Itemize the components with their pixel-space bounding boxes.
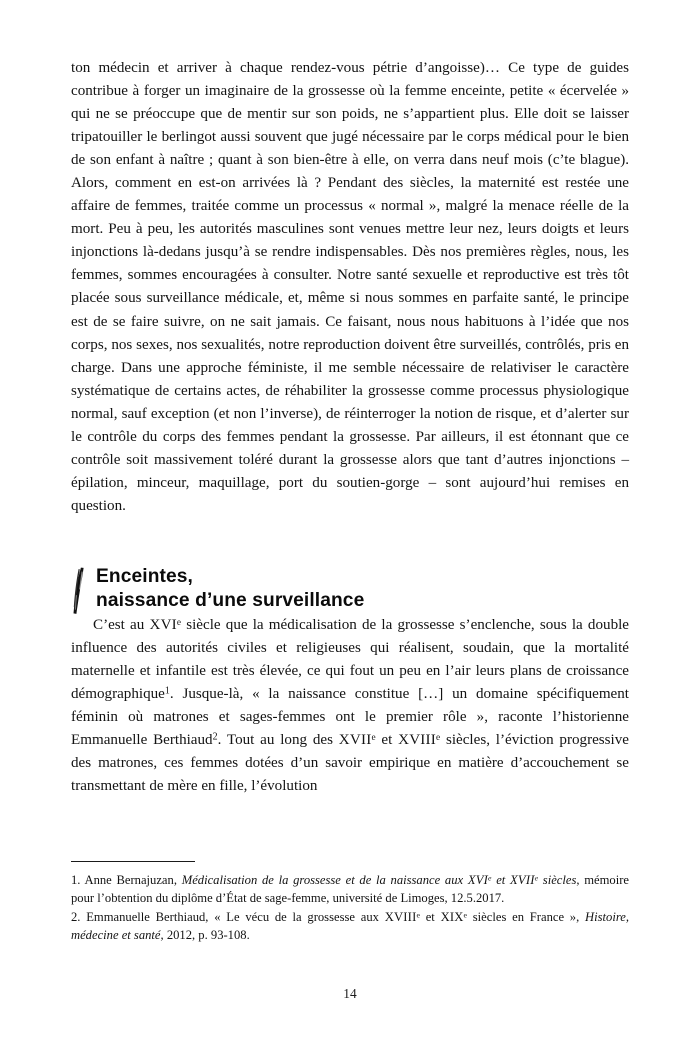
roman-numeral-17: XVII (338, 731, 372, 748)
text-segment: siècles (538, 873, 577, 887)
ordinal-suffix: e (371, 733, 376, 744)
footnote-title: Médicalisation de la grossesse et de la naissance aux (181, 873, 468, 887)
section-heading-block (71, 565, 629, 614)
roman-numeral-16: XVI (149, 616, 177, 633)
body-paragraph: ton médecin et arriver à chaque rendez-vous pétrie d’angoisse)… Ce type de guides contribue à forger un imaginaire de la grossesse où la femme enceinte, petite « écervelée » qui ne se préoccupe que de mentir sur son poids, ne s’appartient plus. Elle doit se laisser tripatouiller le berlingot aussi souvent que jugé nécessaire par le corps médical pour le bien de son enfant à naître ; quant à son bien-être à elle, on verra dans neuf mois (c’te blague). Alors, comment en est-on arrivées là ? Pendant des siècles, la maternité est restée une affaire de femmes, traitée comme un processus « normal », malgré la menace réelle de la mort. Peu à peu, les autorités masculines sont venues mettre leur nez, leurs doigts et leurs injonctions là-dedans jusqu’à se rendre indispensables. Dès nos premières règles, nous, les femmes, sommes encouragées à consulter. Notre santé sexuelle et reproductive est très tôt placée sous surveillance médicale, et, même si nous sommes en parfaite santé, le principe est de se faire suivre, on ne sait jamais. Ce faisant, nous nous habituons à l’idée que nos corps, nos sexes, nos sexualités, notre reproduction doivent être surveillés, contrôlés, pris en charge. Dans une approche féministe, il me semble nécessaire de relativiser le caractère systématique de certains actes, de réhabiliter la grossesse comme processus physiologique normal, sauf exception (et non l’inverse), de réinterroger la notion de risque, et d’alerter sur le contrôle du corps des femmes pendant la grossesse. Par ailleurs, il est étonnant que ce contrôle soit massivement toléré durant la grossesse alors que tant d’autres injonctions – épilation, minceur, maquillage, port du soutien-gorge – sont aujourd’hui remises en question. (71, 60, 629, 514)
ordinal-suffix: e (176, 617, 182, 628)
ordinal-suffix: e (436, 733, 441, 744)
text-segment: . Tout au long des (217, 731, 339, 748)
text-segment: et (491, 873, 511, 887)
footnote-separator-rule (71, 861, 195, 862)
text-segment: et (375, 731, 399, 748)
section-title-line-1: Enceintes, (96, 565, 193, 587)
text-segment: siècle que la médicalisation de la grossesse s’enclenche, sous la double influence des autorités civiles et religieuses qui réalisent, soudain, que la mortalité maternelle et infantile est très élevée, ce qui fout un peu en l’air leurs plans de croissance démographique (71, 616, 630, 702)
roman-numeral-19: XIX (440, 909, 464, 924)
footnote-item-1 (71, 871, 629, 908)
page-number: 14 (343, 986, 357, 1001)
footnote-author: Emmanuelle Berthiaud, « Le vécu de la grossesse aux (86, 909, 385, 924)
footnote-citation: 2012, p. 93-108. (163, 927, 250, 942)
roman-numeral-18: XVIII (384, 909, 417, 924)
section-title-line-2: naissance d’une surveillance (96, 590, 365, 612)
roman-numeral-17: XVII (510, 873, 535, 887)
roman-numeral-16: XVI (467, 873, 489, 887)
ordinal-suffix: e (416, 910, 420, 920)
section-body-paragraph (71, 614, 629, 798)
text-segment: . Jusque-là, « la naissance constitue […] un domaine spécifiquement féminin où matrones et sages-femmes ont le premier rôle », raconte l’historienne Emmanuelle Berthiaud (71, 685, 629, 748)
section-title (96, 565, 629, 614)
text-segment: C’est au (93, 616, 150, 633)
roman-numeral-18: XVIII (398, 731, 436, 748)
text-segment: siècles, l’éviction progressive des matrones, ces femmes dotées d’un savoir empirique en matière d’accouchement se transmettant de mère en fille, l’évolution (71, 731, 629, 795)
footnote-ref-1[interactable]: 1 (164, 685, 170, 697)
footnote-rest: , mémoire pour l’obtention du diplôme d’État de sage-femme, université de Limoges, 12.5.2017. (71, 873, 630, 906)
text-segment: siècles en France », (467, 909, 580, 924)
page-content (71, 57, 629, 798)
footnote-item-2 (71, 908, 629, 945)
footnote-number: 2. (71, 909, 81, 924)
footnote-journal: Histoire, médecine et santé, (71, 909, 630, 942)
footnote-number: 1. (71, 873, 81, 887)
ordinal-suffix: e (463, 910, 468, 920)
footnote-ref-2[interactable]: 2 (212, 731, 218, 743)
text-segment: et (419, 909, 441, 924)
brush-stroke-icon (72, 567, 84, 614)
footnote-author: Anne Bernajuzan, (84, 873, 177, 887)
footnotes-block (71, 861, 629, 944)
ordinal-suffix: e (488, 873, 492, 883)
ordinal-suffix: e (534, 873, 539, 883)
